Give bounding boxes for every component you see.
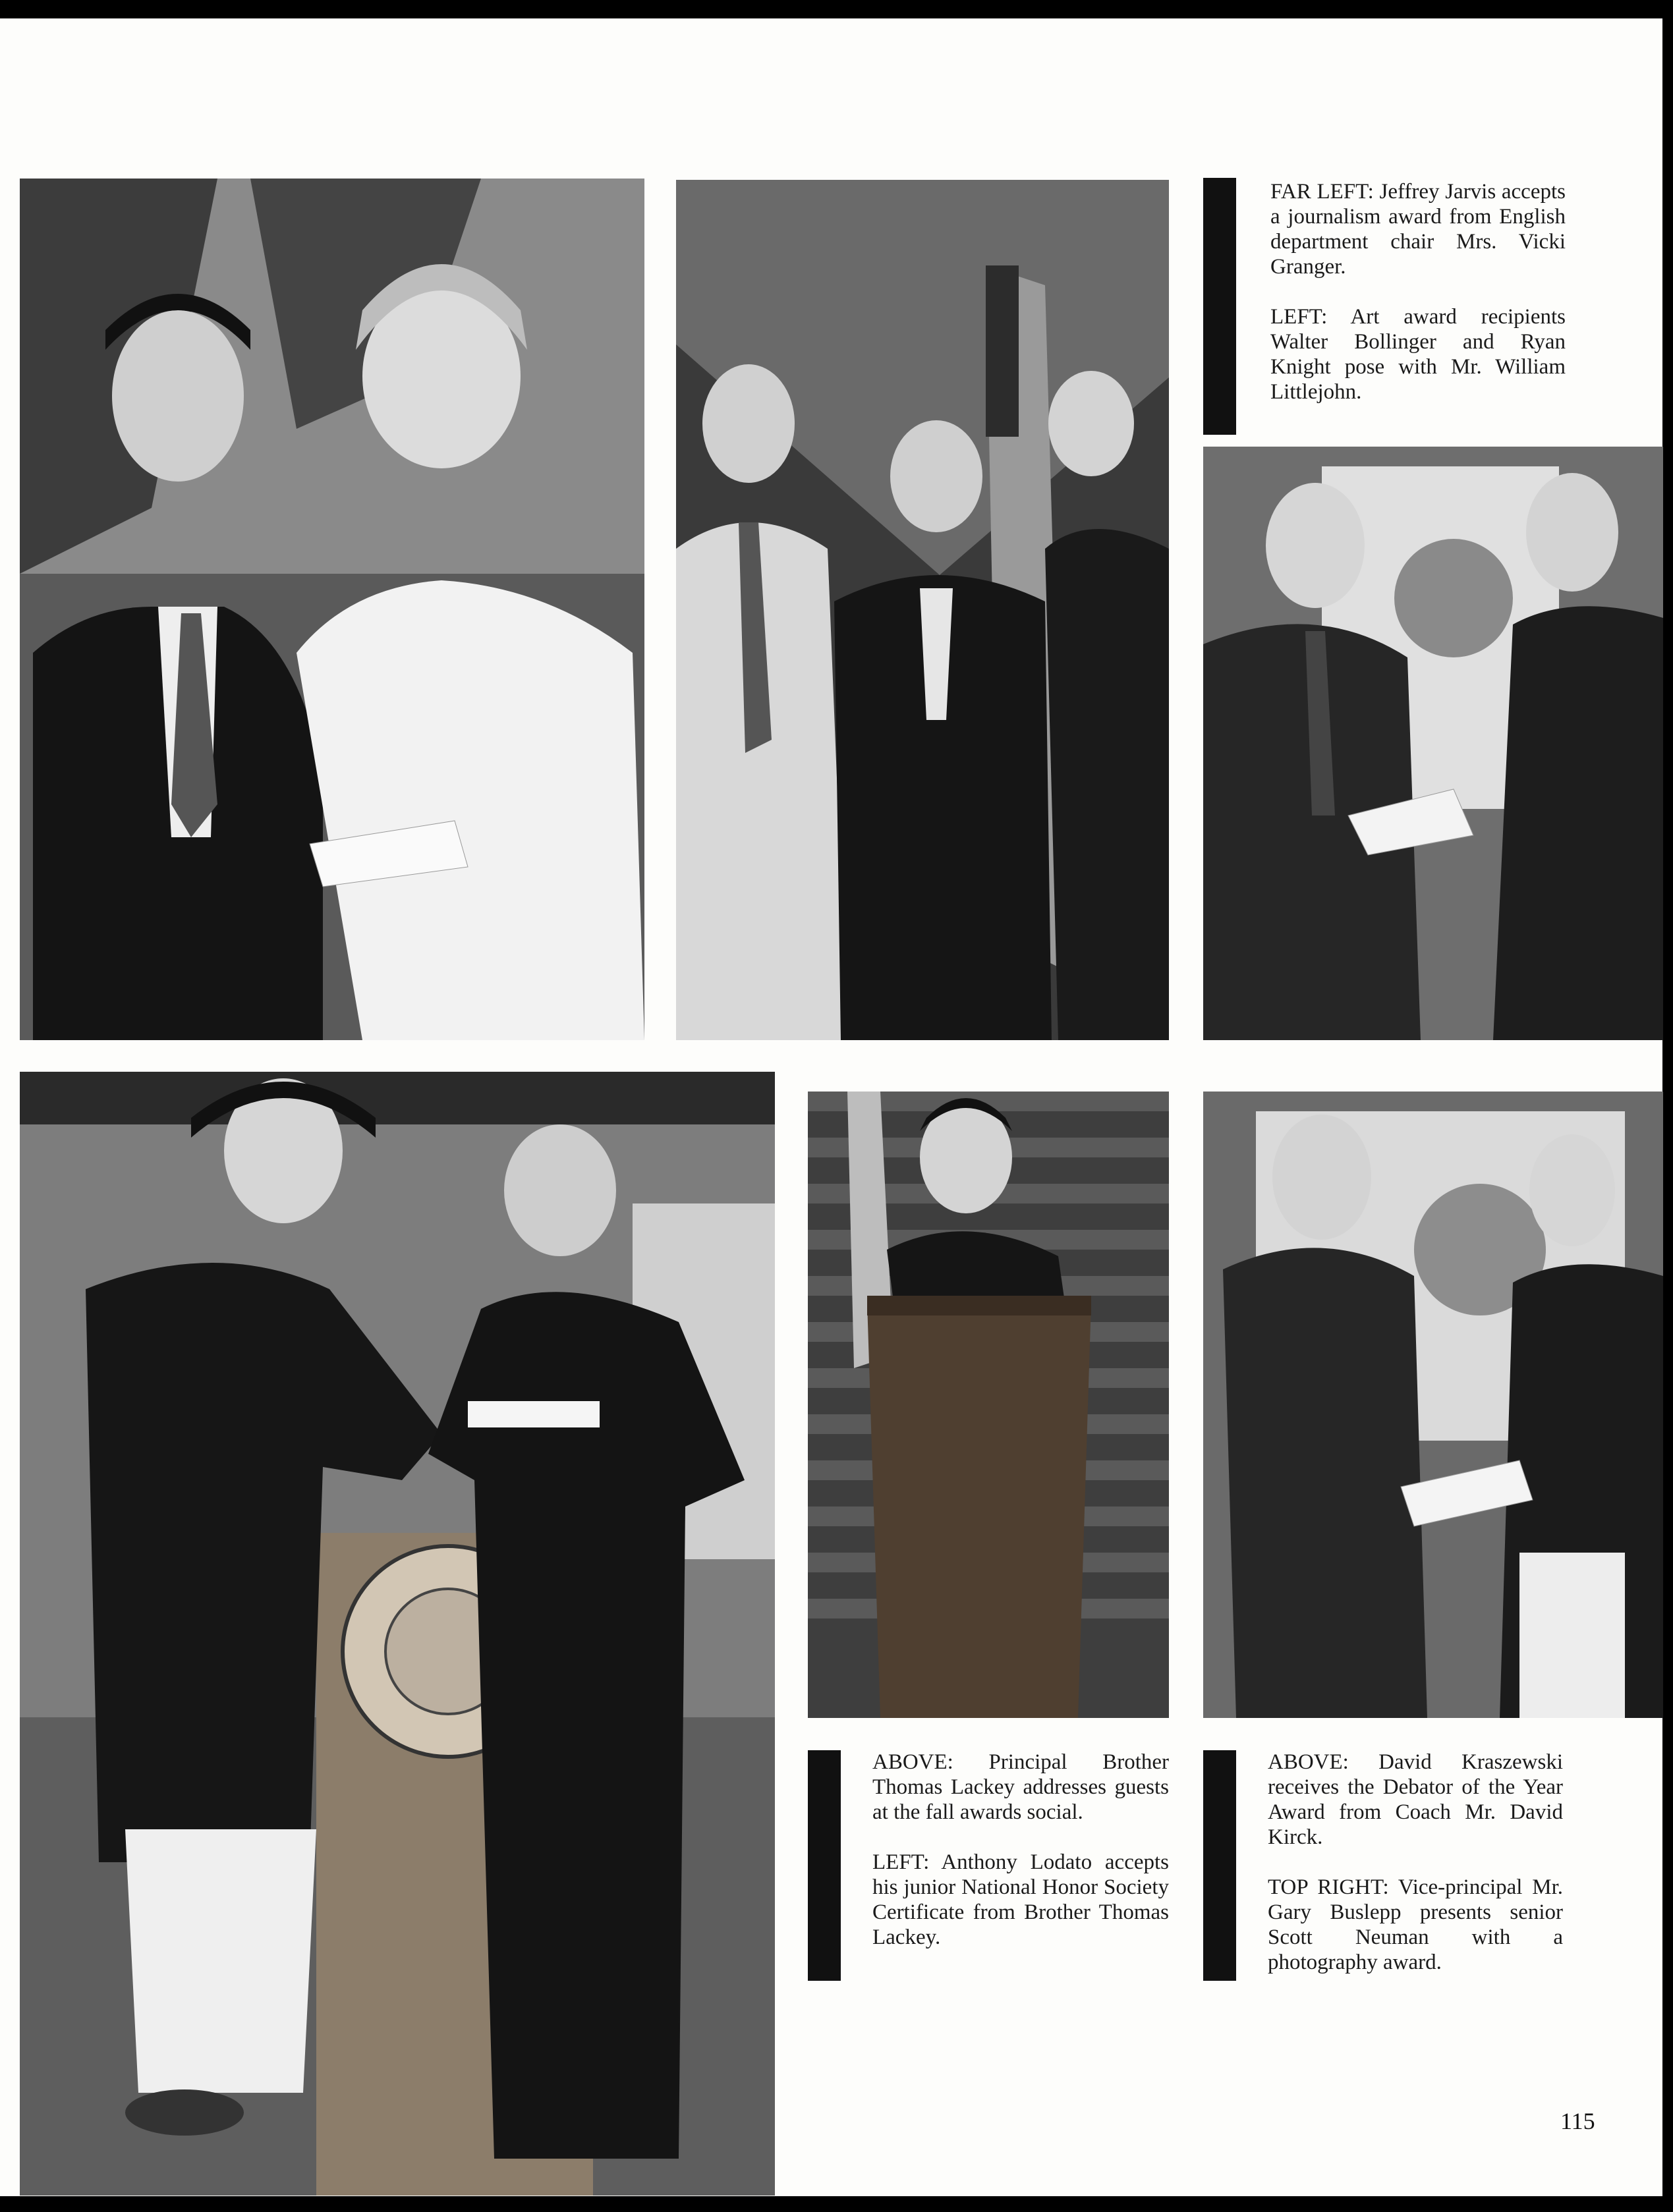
- caption-above-principal: ABOVE: Principal Brother Thomas Lackey addresses guests at the fall awards social.: [872, 1750, 1169, 1824]
- page-number: 115: [1560, 2108, 1595, 2134]
- photo-debator-award: [1203, 1092, 1663, 1718]
- yearbook-page: [0, 18, 1662, 2196]
- caption-top-right: [1270, 179, 1566, 429]
- caption-bar-bottom-middle: [808, 1750, 841, 1981]
- photo-photography-award: [1203, 447, 1663, 1040]
- photo-art-award-recipients: [676, 180, 1169, 1040]
- caption-bar-bottom-right: [1203, 1750, 1236, 1981]
- caption-above-debator: ABOVE: David Kraszewski receives the Debator of the Year Award from Coach Mr. David Kirck.: [1268, 1750, 1563, 1849]
- caption-left-art-award: LEFT: Art award recipients Walter Bollinger and Ryan Knight pose with Mr. William Littlejohn.: [1270, 305, 1566, 404]
- caption-bottom-middle: [872, 1750, 1169, 1975]
- caption-left-nhs: LEFT: Anthony Lodato accepts his junior National Honor Society Certificate from Brother Thomas Lackey.: [872, 1850, 1169, 1949]
- photo-principal-address: [808, 1092, 1169, 1718]
- photo-nhs-certificate: [20, 1072, 775, 2196]
- caption-bar-top-right: [1203, 178, 1236, 435]
- photo-journalism-award: [20, 179, 644, 1040]
- caption-bottom-right: [1268, 1750, 1563, 2000]
- caption-top-right-photography: TOP RIGHT: Vice-principal Mr. Gary Buslepp presents senior Scott Neuman with a photography award.: [1268, 1875, 1563, 1974]
- caption-far-left-journalism: FAR LEFT: Jeffrey Jarvis accepts a journalism award from English department chair Mrs. Vicki Granger.: [1270, 180, 1566, 279]
